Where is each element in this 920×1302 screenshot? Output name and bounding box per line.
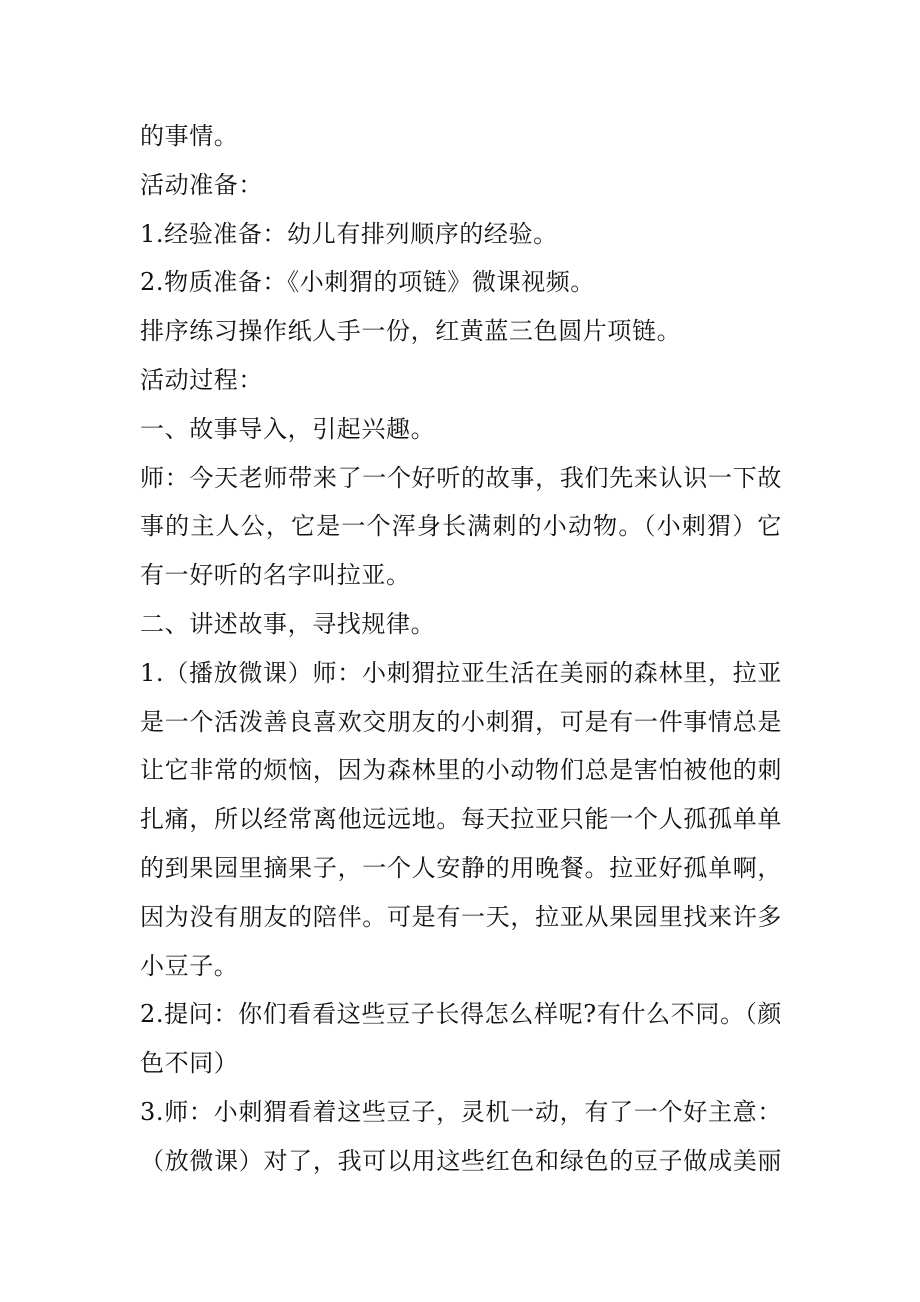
text-line: 3.师：小刺猬看着这些豆子，灵机一动，有了一个好主意： (140, 1097, 782, 1126)
text-line: 有一好听的名字叫拉亚。 (140, 561, 411, 590)
text-line: 因为没有朋友的陪伴。可是有一天，拉亚从果园里找来许多 (140, 902, 782, 931)
text-line: 2.提问：你们看看这些豆子长得怎么样呢?有什么不同。（颜 (140, 1000, 782, 1029)
text-line: 的到果园里摘果子，一个人安静的用晚餐。拉亚好孤单啊， (140, 853, 782, 882)
subsection-heading: 二、讲述故事，寻找规律。 (140, 609, 436, 638)
document-body (140, 112, 782, 1186)
text-line: 事的主人公，它是一个浑身长满刺的小动物。（小刺猬）它 (140, 512, 782, 541)
text-line: 师：今天老师带来了一个好听的故事，我们先来认识一下故 (140, 463, 782, 492)
subsection-heading: 一、故事导入，引起兴趣。 (140, 414, 436, 443)
text-line: 扎痛，所以经常离他远远地。每天拉亚只能一个人孤孤单单 (140, 805, 782, 834)
text-line: 小豆子。 (140, 951, 239, 980)
section-heading: 活动准备： (140, 170, 263, 199)
text-line: 是一个活泼善良喜欢交朋友的小刺猬，可是有一件事情总是 (140, 707, 782, 736)
text-line: 2.物质准备：《小刺猬的项链》微课视频。 (140, 268, 595, 297)
text-line: 色不同） (140, 1049, 239, 1078)
text-line: 的事情。 (140, 122, 239, 150)
text-line: 1.（播放微课）师：小刺猬拉亚生活在美丽的森林里，拉亚 (140, 658, 782, 687)
text-line: 让它非常的烦恼，因为森林里的小动物们总是害怕被他的刺 (140, 756, 782, 785)
text-line: 1.经验准备：幼儿有排列顺序的经验。 (140, 219, 558, 248)
text-line: 排序练习操作纸人手一份，红黄蓝三色圆片项链。 (140, 317, 682, 346)
text-line: （放微课）对了，我可以用这些红色和绿色的豆子做成美丽 (140, 1146, 782, 1175)
section-heading: 活动过程： (140, 365, 263, 394)
